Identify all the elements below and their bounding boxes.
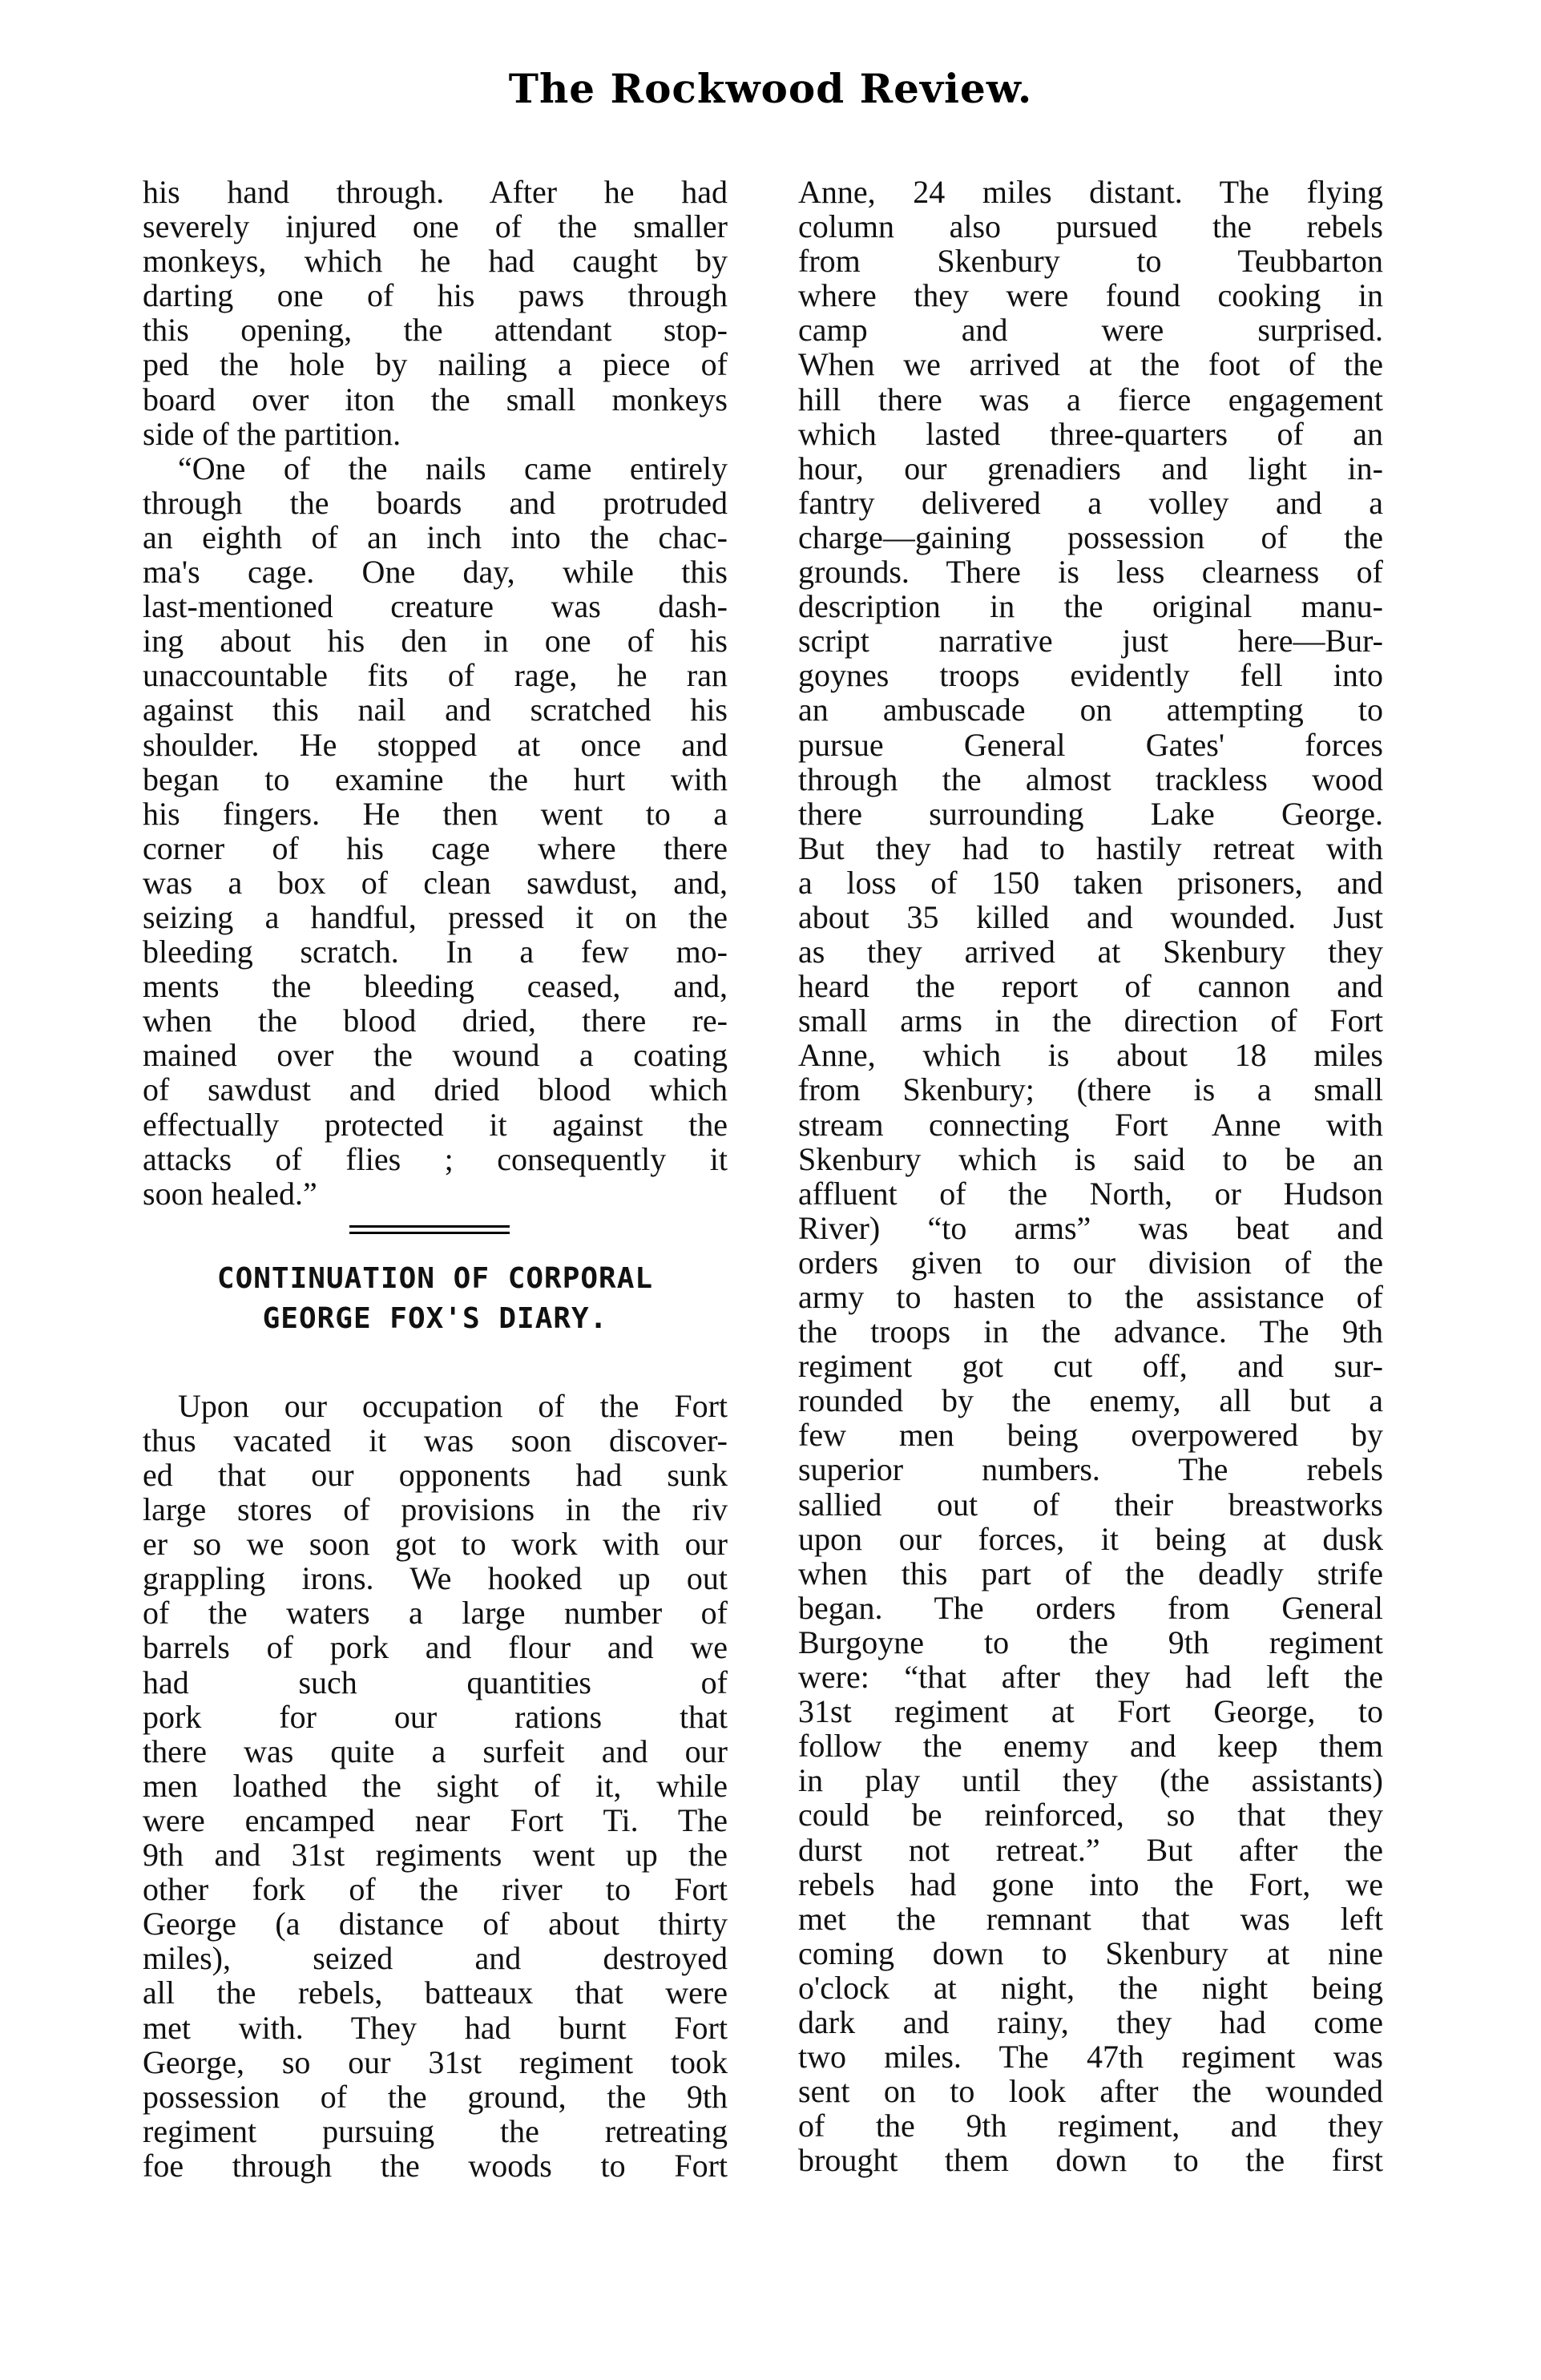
text-line: shoulder. He stopped at once and — [143, 726, 728, 763]
text-line: regiment pursuing the retreating — [143, 2112, 728, 2149]
text-line: small arms in the direction of Fort — [798, 1002, 1383, 1039]
text-line: “One of the nails came entirely — [178, 450, 728, 486]
text-line: ped the hole by nailing a piece of — [143, 346, 728, 383]
divider-rule — [349, 1225, 510, 1228]
paragraph — [143, 175, 728, 451]
text-line: hill there was a fierce engagement — [798, 381, 1383, 418]
text-line: superior numbers. The rebels — [798, 1451, 1383, 1488]
text-line: 31st regiment at Fort George, to — [798, 1693, 1383, 1730]
divider-rule — [349, 1232, 510, 1234]
text-line: fantry delivered a volley and a — [798, 484, 1383, 521]
text-line: foe through the woods to Fort — [143, 2147, 728, 2184]
text-line: ed that our opponents had sunk — [143, 1457, 728, 1493]
text-line: from Skenbury; (there is a small — [798, 1071, 1383, 1108]
text-line: which lasted three-quarters of an — [798, 415, 1383, 452]
text-line: rounded by the enemy, all but a — [798, 1382, 1383, 1419]
text-line: last-mentioned creature was dash- — [143, 588, 728, 625]
text-line: of the 9th regiment, and they — [798, 2108, 1383, 2144]
text-line: thus vacated it was soon discover- — [143, 1422, 728, 1458]
text-line: regiment got cut off, and sur- — [798, 1348, 1383, 1385]
text-line: description in the original manu- — [798, 588, 1383, 625]
text-line: two miles. The 47th regiment was — [798, 2039, 1383, 2075]
text-line: darting one of his paws through — [143, 277, 728, 314]
text-line: his fingers. He then went to a — [143, 795, 728, 832]
text-line: effectually protected it against the — [143, 1106, 728, 1143]
section-divider — [143, 1211, 728, 1259]
text-line: there surrounding Lake George. — [798, 795, 1383, 832]
text-line: began to examine the hurt with — [143, 760, 728, 797]
right-column — [798, 175, 1383, 2177]
text-line: against this nail and scratched his — [143, 692, 728, 728]
paragraph — [143, 1389, 728, 2183]
text-line: grappling irons. We hooked up out — [143, 1560, 728, 1597]
text-line: seizing a handful, pressed it on the — [143, 898, 728, 935]
text-line: brought them down to the first — [798, 2142, 1383, 2179]
text-line: orders given to our division of the — [798, 1244, 1383, 1281]
text-line: through the boards and protruded — [143, 484, 728, 521]
text-line: er so we soon got to work with our — [143, 1526, 728, 1563]
text-line: soon healed.” — [143, 1175, 317, 1212]
text-line: through the almost trackless wood — [798, 760, 1383, 797]
text-line: unaccountable fits of rage, he ran — [143, 657, 728, 694]
text-line: possession of the ground, the 9th — [143, 2078, 728, 2115]
text-line: grounds. There is less clearness of — [798, 554, 1383, 591]
text-line: of the waters a large number of — [143, 1595, 728, 1632]
text-line: Anne, which is about 18 miles — [798, 1037, 1383, 1074]
text-line: Anne, 24 miles distant. The flying — [798, 174, 1383, 210]
text-line: ing about his den in one of his — [143, 623, 728, 660]
spacer — [143, 1339, 728, 1389]
text-line: column also pursued the rebels — [798, 208, 1383, 245]
text-line: stream connecting Fort Anne with — [798, 1106, 1383, 1143]
text-line: side of the partition. — [143, 415, 401, 452]
text-line: George (a distance of about thirty — [143, 1906, 728, 1942]
text-line: camp and were surprised. — [798, 312, 1383, 349]
text-line: severely injured one of the smaller — [143, 208, 728, 245]
text-line: Burgoyne to the 9th regiment — [798, 1624, 1383, 1660]
text-line: durst not retreat.” But after the — [798, 1831, 1383, 1868]
text-line: charge—gaining possession of the — [798, 518, 1383, 555]
text-line: an ambuscade on attempting to — [798, 692, 1383, 728]
text-line: there was quite a surfeit and our — [143, 1733, 728, 1769]
paragraph — [798, 175, 1383, 2177]
text-line: upon our forces, it being at dusk — [798, 1520, 1383, 1557]
text-line: barrels of pork and flour and we — [143, 1629, 728, 1666]
text-line: When we arrived at the foot of the — [798, 346, 1383, 383]
text-line: other fork of the river to Fort — [143, 1871, 728, 1908]
text-line: as they arrived at Skenbury they — [798, 934, 1383, 970]
text-line: of sawdust and dried blood which — [143, 1071, 728, 1108]
text-line: large stores of provisions in the riv — [143, 1491, 728, 1528]
text-line: where they were found cooking in — [798, 277, 1383, 314]
text-line: follow the enemy and keep them — [798, 1728, 1383, 1765]
text-line: goynes troops evidently fell into — [798, 657, 1383, 694]
text-line: when the blood dried, there re- — [143, 1002, 728, 1039]
text-line: when this part of the deadly strife — [798, 1555, 1383, 1591]
heading-line: GEORGE FOX'S DIARY. — [262, 1301, 608, 1335]
text-line: mained over the wound a coating — [143, 1037, 728, 1074]
text-line: sent on to look after the wounded — [798, 2073, 1383, 2110]
text-line: were: “that after they had left the — [798, 1659, 1383, 1696]
text-line: men loathed the sight of it, while — [143, 1767, 728, 1804]
text-line: But they had to hastily retreat with — [798, 829, 1383, 866]
text-line: about 35 killed and wounded. Just — [798, 898, 1383, 935]
masthead-title: The Rockwood Review. — [508, 65, 1033, 112]
text-line: this opening, the attendant stop- — [143, 312, 728, 349]
text-line: script narrative just here—Bur- — [798, 623, 1383, 660]
text-line: River) “to arms” was beat and — [798, 1209, 1383, 1246]
heading-line: CONTINUATION OF CORPORAL — [216, 1261, 654, 1295]
section-heading — [143, 1259, 728, 1339]
text-line: army to hasten to the assistance of — [798, 1279, 1383, 1315]
text-line: pursue General Gates' forces — [798, 726, 1383, 763]
text-line: bleeding scratch. In a few mo- — [143, 934, 728, 970]
text-line: could be reinforced, so that they — [798, 1797, 1383, 1833]
text-line: was a box of clean sawdust, and, — [143, 864, 728, 901]
text-line: from Skenbury to Teubbarton — [798, 243, 1383, 280]
text-line: met the remnant that was left — [798, 1900, 1383, 1937]
text-line: board over iton the small monkeys — [143, 381, 728, 418]
text-line: rebels had gone into the Fort, we — [798, 1866, 1383, 1902]
text-line: all the rebels, batteaux that were — [143, 1975, 728, 2011]
text-line: coming down to Skenbury at nine — [798, 1934, 1383, 1971]
text-line: affluent of the North, or Hudson — [798, 1175, 1383, 1212]
text-line: ma's cage. One day, while this — [143, 554, 728, 591]
text-line: met with. They had burnt Fort — [143, 2009, 728, 2046]
text-line: corner of his cage where there — [143, 829, 728, 866]
text-line: had such quantities of — [143, 1664, 728, 1700]
text-line: a loss of 150 taken prisoners, and — [798, 864, 1383, 901]
text-line: ments the bleeding ceased, and, — [143, 968, 728, 1005]
text-line: sallied out of their breastworks — [798, 1486, 1383, 1523]
text-line: miles), seized and destroyed — [143, 1940, 728, 1977]
text-line: dark and rainy, they had come — [798, 2003, 1383, 2040]
text-line: Skenbury which is said to be an — [798, 1140, 1383, 1177]
text-line: the troops in the advance. The 9th — [798, 1313, 1383, 1350]
text-line: were encamped near Fort Ti. The — [143, 1801, 728, 1838]
text-line: in play until they (the assistants) — [798, 1762, 1383, 1799]
text-line: o'clock at night, the night being — [798, 1969, 1383, 2006]
text-line: Upon our occupation of the Fort — [178, 1387, 728, 1424]
left-column — [143, 175, 728, 2183]
text-line: pork for our rations that — [143, 1698, 728, 1735]
paragraph — [143, 451, 728, 1211]
text-line: heard the report of cannon and — [798, 968, 1383, 1005]
text-line: an eighth of an inch into the chac- — [143, 518, 728, 555]
text-line: attacks of flies ; consequently it — [143, 1140, 728, 1177]
text-line: monkeys, which he had caught by — [143, 243, 728, 280]
text-line: few men being overpowered by — [798, 1417, 1383, 1454]
text-line: his hand through. After he had — [143, 174, 728, 210]
text-line: began. The orders from General — [798, 1589, 1383, 1626]
text-line: 9th and 31st regiments went up the — [143, 1837, 728, 1874]
text-line: George, so our 31st regiment took — [143, 2043, 728, 2080]
text-line: hour, our grenadiers and light in- — [798, 450, 1383, 486]
